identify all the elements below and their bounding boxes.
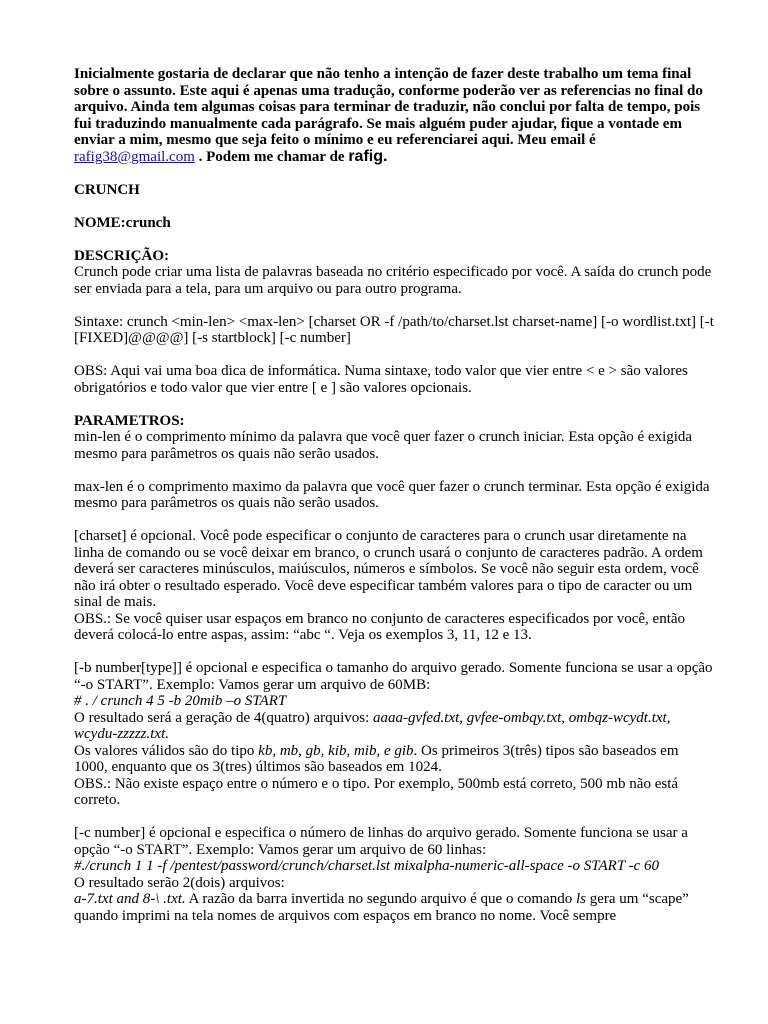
b-option-types-list: kb, mb, gb, kib, mib, e gib xyxy=(258,742,414,759)
document-title: CRUNCH xyxy=(74,181,140,198)
descricao-heading: DESCRIÇÃO: xyxy=(74,247,170,264)
intro-text-after-email: . Podem me chamar de xyxy=(198,148,345,165)
b-option-types-prefix: Os valores válidos são do tipo xyxy=(74,742,259,759)
sintaxe-line: Sintaxe: crunch <min-len> <max-len> [charset OR -f /path/to/charset.lst charset-name] [-o wordlist.txt] [-t [FIXED]@@@@] [-s startblock] [-c number] xyxy=(74,313,714,346)
c-option-explanation xyxy=(74,891,714,924)
b-option-result-prefix: O resultado será a geração de 4(quatro) arquivos: xyxy=(74,709,374,726)
c-option-intro: [-c number] é opcional e especifica o número de linhas do arquivo gerado. Somente funciona se usar a opção “-o START”. Exemplo: Vamos gerar um arquivo de 60 linhas: xyxy=(74,825,688,858)
c-option-result-line: O resultado serão 2(dois) arquivos: xyxy=(74,874,285,891)
b-option-types-suffix: . Os primeiros 3(três) tipos são baseados em 1000, enquanto que os 3(tres) últimos são baseados em 1024. xyxy=(74,742,679,775)
c-option-command: #./crunch 1 1 -f /pentest/password/crunch/charset.lst mixalpha-numeric-all-space -o START -c 60 xyxy=(74,858,660,874)
name-line: NOME:crunch xyxy=(74,214,171,231)
intro-paragraph xyxy=(74,66,714,165)
b-option-command: # . / crunch 4 5 -b 20mib –o START xyxy=(74,693,287,709)
b-option-intro: [-b number[type]] é opcional e especifica o tamanho do arquivo gerado. Somente funciona se usar a opção “-o START”. Exemplo: Vamos gerar um arquivo de 60MB: xyxy=(74,660,713,693)
descricao-body: Crunch pode criar uma lista de palavras baseada no critério especificado por você. A saída do crunch pode ser enviada para a tela, para um arquivo ou para outro programa. xyxy=(74,264,712,297)
nickname: rafig. xyxy=(348,147,388,165)
c-option-files: a-7.txt and 8-\ .txt. xyxy=(74,891,186,907)
document-page xyxy=(74,66,714,924)
c-option-explanation-b: gera um “scape” quando imprimi na tela nomes de arquivos com espaços em branco no nome. Você sempre xyxy=(74,891,689,924)
min-len-paragraph: min-len é o comprimento mínimo da palavra que você quer fazer o crunch iniciar. Esta opção é exigida mesmo para parâmetros os quais não serão usados. xyxy=(74,429,693,462)
b-option-obs: OBS.: Não existe espaço entre o número e o tipo. Por exemplo, 500mb está correto, 500 mb não está correto. xyxy=(74,775,679,808)
obs-sintaxe: OBS: Aqui vai uma boa dica de informática. Numa sintaxe, todo valor que vier entre < e > são valores obrigatórios e todo valor que vier entre [ e ] são valores opcionais. xyxy=(74,363,688,396)
b-option-result-files: aaaa-gvfed.txt, gvfee-ombqy.txt, ombqz-wcydt.txt, wcydu-zzzzz.txt. xyxy=(74,709,671,742)
b-option-types xyxy=(74,743,714,776)
c-option-explanation-a: A razão da barra invertida no segundo arquivo é que o comando xyxy=(185,891,576,907)
b-option-result xyxy=(74,710,714,743)
max-len-paragraph: max-len é o comprimento maximo da palavra que você quer fazer o crunch terminar. Esta opção é exigida mesmo para parâmetros os quais não serão usados. xyxy=(74,478,710,511)
email-link[interactable]: rafig38@gmail.com xyxy=(74,148,195,165)
charset-paragraph: [charset] é opcional. Você pode especificar o conjunto de caracteres para o crunch usar diretamente na linha de comando ou se você deixar em branco, o crunch usará o conjunto de caracteres padrão. A ordem deverá ser caracteres minúsculos, maiúsculos, números e símbolos. Se você não seguir esta ordem, você não irá obter o resultado esperado. Você deve especificar também valores para o tipo de caracter ou um sinal de mais. xyxy=(74,528,703,610)
intro-text: Inicialmente gostaria de declarar que não tenho a intenção de fazer deste trabalho um tema final sobre o assunto. Este aqui é apenas uma tradução, conforme poderão ver as referencias no final do arquivo. Ainda tem algumas coisas para terminar de traduzir, não conclui por falta de tempo, pois fui traduzindo manualmente cada parágrafo. Se mais alguém puder ajudar, fique a vontade em enviar a mim, mesmo que seja feito o mínimo e eu referenciarei aqui. Meu email é xyxy=(74,66,703,148)
ls-command: ls xyxy=(575,891,586,907)
parametros-heading: PARAMETROS: xyxy=(74,412,185,429)
charset-obs: OBS.: Se você quiser usar espaços em branco no conjunto de caracteres especificados por você, então deverá colocá-lo entre aspas, assim: “abc “. Veja os exemplos 3, 11, 12 e 13. xyxy=(74,610,686,643)
